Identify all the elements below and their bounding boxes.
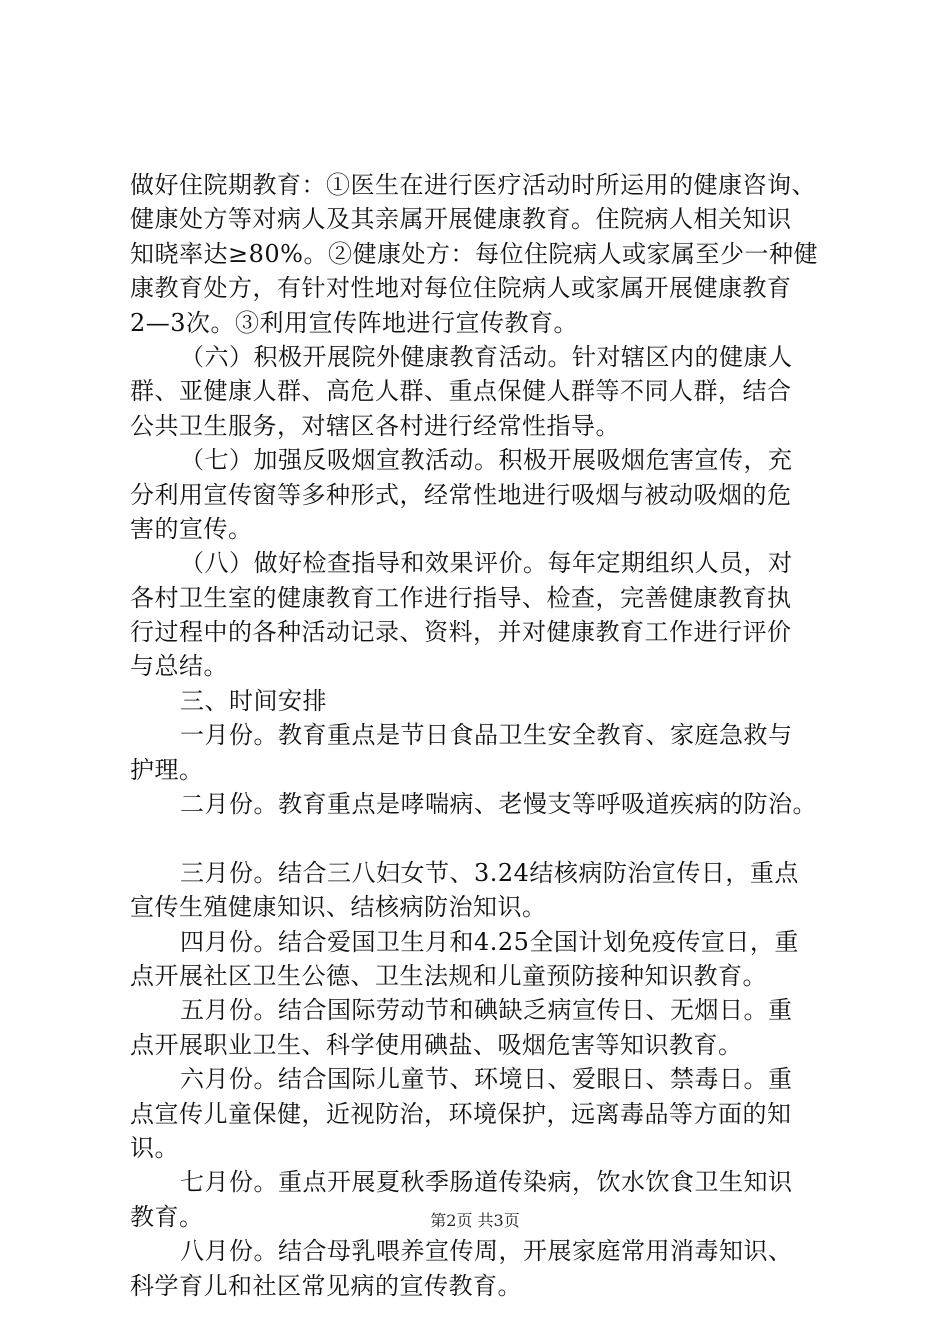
text-line: 宣传生殖健康知识、结核病防治知识。 bbox=[130, 893, 547, 922]
text-line: 做好住院期教育：①医生在进行医疗活动时所运用的健康咨询、 bbox=[130, 171, 816, 199]
month-may: 五月份。结合国际劳动节和碘缺乏病宣传日、无烟日。重 bbox=[180, 996, 793, 1025]
text-line: 2—3次。③利用宣传阵地进行宣传教育。 bbox=[130, 308, 579, 337]
text-line: 点宣传儿童保健，近视防治，环境保护，远离毒品等方面的知 bbox=[130, 1099, 792, 1128]
month-january: 一月份。教育重点是节日食品卫生安全教育、家庭急救与 bbox=[180, 721, 793, 750]
page-number-footer: 第2页 共3页 bbox=[430, 1211, 520, 1230]
text-line: 健康处方等对病人及其亲属开展健康教育。住院病人相关知识 bbox=[130, 205, 792, 234]
month-february: 二月份。教育重点是哮喘病、老慢支等呼吸道疾病的防治。 bbox=[180, 790, 817, 819]
text-line: 知晓率达≥80%。②健康处方：每位住院病人或家属至少一种健 bbox=[130, 239, 818, 268]
month-march: 三月份。结合三八妇女节、3.24结核病防治宣传日，重点 bbox=[180, 858, 799, 887]
text-line: 识。 bbox=[130, 1133, 179, 1162]
text-line: 分利用宣传窗等多种形式，经常性地进行吸烟与被动吸烟的危 bbox=[130, 480, 792, 509]
month-june: 六月份。结合国际儿童节、环境日、爱眼日、禁毒日。重 bbox=[180, 1065, 793, 1094]
body-text bbox=[130, 168, 840, 1303]
blank-line bbox=[130, 821, 840, 855]
month-july: 七月份。重点开展夏秋季肠道传染病，饮水饮食卫生知识 bbox=[180, 1168, 793, 1197]
text-line: 点开展社区卫生公德、卫生法规和儿童预防接种知识教育。 bbox=[130, 961, 767, 990]
text-line: 护理。 bbox=[130, 755, 204, 784]
text-line: 教育。 bbox=[130, 1202, 204, 1231]
text-line: 群、亚健康人群、高危人群、重点保健人群等不同人群，结合 bbox=[130, 377, 792, 406]
text-line: 康教育处方，有针对性地对每位住院病人或家属开展健康教育 bbox=[130, 274, 792, 303]
month-august: 八月份。结合母乳喂养宣传周，开展家庭常用消毒知识、 bbox=[180, 1237, 793, 1266]
text-line: 公共卫生服务，对辖区各村进行经常性指导。 bbox=[130, 411, 620, 440]
paragraph-seven: （七）加强反吸烟宣教活动。积极开展吸烟危害宣传，充 bbox=[180, 446, 793, 475]
paragraph-six: （六）积极开展院外健康教育活动。针对辖区内的健康人 bbox=[180, 342, 793, 371]
text-line: 点开展职业卫生、科学使用碘盐、吸烟危害等知识教育。 bbox=[130, 1030, 743, 1059]
text-line: 行过程中的各种活动记录、资料，并对健康教育工作进行评价 bbox=[130, 618, 792, 647]
section-heading: 三、时间安排 bbox=[180, 686, 327, 715]
text-line: 各村卫生室的健康教育工作进行指导、检查，完善健康教育执 bbox=[130, 583, 792, 612]
text-line: 与总结。 bbox=[130, 652, 228, 681]
text-line: 害的宣传。 bbox=[130, 514, 253, 543]
text-line: 科学育儿和社区常见病的宣传教育。 bbox=[130, 1271, 522, 1300]
paragraph-eight: （八）做好检查指导和效果评价。每年定期组织人员，对 bbox=[180, 549, 793, 578]
month-april: 四月份。结合爱国卫生月和4.25全国计划免疫传宣日，重 bbox=[180, 927, 799, 956]
